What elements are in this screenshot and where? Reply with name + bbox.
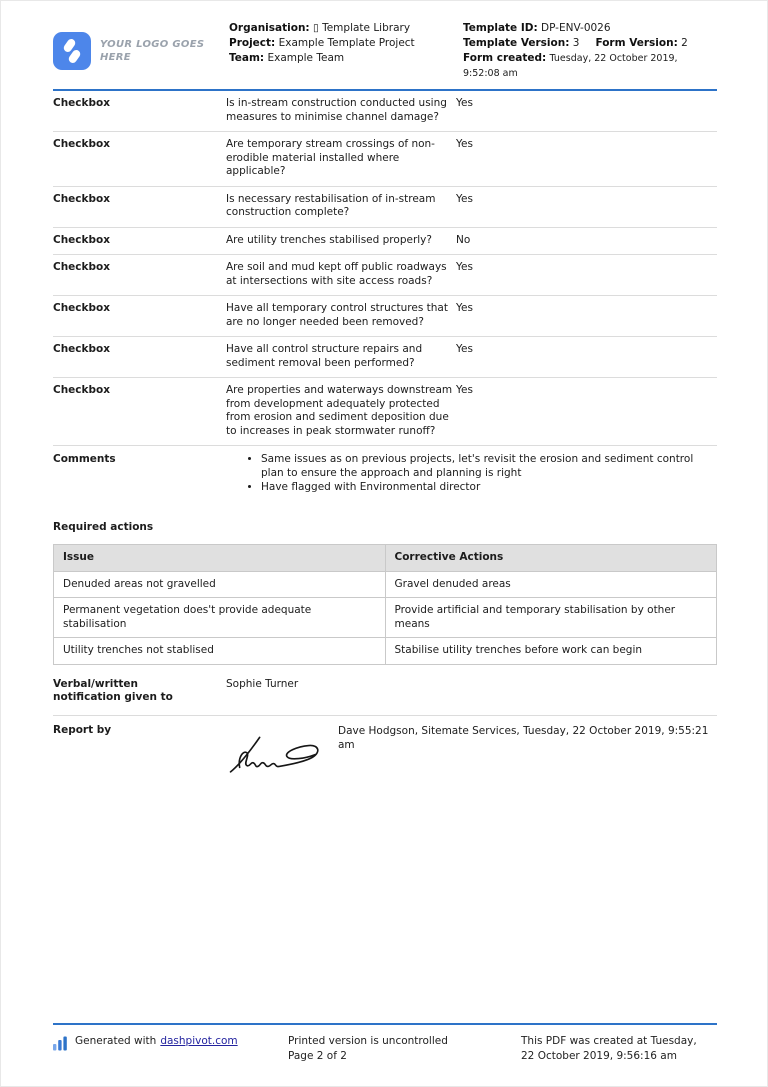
issue-cell: Utility trenches not stablised — [54, 638, 386, 665]
footer-center — [288, 1034, 521, 1063]
bar-chart-icon — [53, 1036, 68, 1051]
template-id-label: Template ID: — [463, 22, 538, 34]
field-type-label: Checkbox — [53, 384, 111, 396]
comment-item: • Have flagged with Environmental director — [261, 481, 717, 495]
company-logo-icon — [53, 32, 91, 70]
logo-placeholder-text: YOUR LOGO GOES HERE — [100, 38, 205, 63]
project-value: Example Template Project — [278, 37, 415, 49]
dashpivot-link[interactable]: dashpivot.com — [160, 1035, 238, 1047]
template-version-label: Template Version: — [463, 37, 570, 49]
question-text: Are properties and waterways downstream from development adequately protected from erosion and sediment deposition due to increases in peak stormwater runoff? — [226, 384, 453, 437]
corrective-action-cell: Provide artificial and temporary stabilisation by other means — [385, 598, 717, 638]
answer-value: Yes — [456, 343, 473, 355]
template-id-line — [463, 21, 717, 36]
form-created-line — [463, 51, 717, 81]
question-text: Are utility trenches stabilised properly? — [226, 233, 432, 246]
required-actions-table — [53, 544, 717, 665]
answer-value: Yes — [456, 192, 473, 205]
field-type-label: Checkbox — [53, 233, 111, 246]
uncontrolled-notice: Printed version is uncontrolled — [288, 1035, 448, 1047]
required-actions-heading: Required actions — [53, 520, 154, 533]
answer-value: Yes — [456, 138, 473, 150]
organisation-value: ▯ Template Library — [312, 22, 411, 34]
field-type-label: Checkbox — [53, 138, 111, 150]
form-version-label: Form Version: — [595, 37, 678, 49]
corrective-action-cell: Gravel denuded areas — [385, 571, 717, 598]
answer-value: Yes — [456, 384, 473, 396]
question-text: Is in-stream construction conducted using measures to minimise channel damage? — [226, 97, 447, 123]
checklist-row — [53, 378, 717, 446]
column-header-issue: Issue — [54, 545, 386, 572]
answer-value: Yes — [456, 302, 473, 314]
question-text: Are temporary stream crossings of non-erodible material installed where applicable? — [226, 138, 435, 177]
answer-value: No — [456, 233, 471, 246]
field-type-label: Checkbox — [53, 97, 111, 109]
report-by-section — [53, 716, 717, 781]
project-label: Project: — [229, 37, 276, 49]
field-type-label: Checkbox — [53, 261, 111, 273]
answer-value: Yes — [456, 261, 473, 273]
generated-with-text — [75, 1034, 238, 1049]
comments-section — [53, 446, 717, 504]
template-id-value: DP-ENV-0026 — [541, 22, 611, 34]
footer — [53, 1023, 717, 1063]
signature-image — [226, 726, 326, 776]
checklist-row — [53, 228, 717, 256]
issue-cell: Permanent vegetation does't provide adequate stabilisation — [54, 598, 386, 638]
checklist — [53, 91, 717, 446]
corrective-action-cell: Stabilise utility trenches before work can begin — [385, 638, 717, 665]
report-by-label: Report by — [53, 723, 112, 736]
organisation-label: Organisation: — [229, 22, 310, 34]
project-line — [229, 36, 463, 51]
form-version-value: 2 — [681, 37, 688, 49]
field-type-label: Checkbox — [53, 302, 111, 314]
footer-generated — [53, 1034, 288, 1051]
template-version-value: 3 — [572, 37, 580, 49]
table-header-row — [54, 545, 717, 572]
form-created-label: Form created: — [463, 52, 547, 64]
form-created-value: Tuesday, 22 October 2019, 9:52:08 am — [463, 53, 678, 79]
team-label: Team: — [229, 52, 265, 64]
team-value: Example Team — [267, 52, 345, 64]
checklist-row — [53, 337, 717, 378]
comments-list — [226, 453, 717, 496]
checklist-row — [53, 132, 717, 187]
column-header-corrective-actions: Corrective Actions — [385, 545, 717, 572]
table-row — [54, 638, 717, 665]
field-type-label: Checkbox — [53, 343, 111, 355]
question-text: Are soil and mud kept off public roadways at intersections with site access roads? — [226, 261, 447, 287]
comment-item: • Same issues as on previous projects, let's revisit the erosion and sediment control plan to ensure the approach and planning is right — [261, 453, 717, 480]
question-text: Have all temporary control structures that are no longer needed been removed? — [226, 302, 448, 328]
pdf-created-text: This PDF was created at Tuesday, 22 October 2019, 9:56:16 am — [521, 1035, 697, 1062]
issue-cell: Denuded areas not gravelled — [54, 571, 386, 598]
checklist-row — [53, 296, 717, 337]
report-by-details: Dave Hodgson, Sitemate Services, Tuesday, 22 October 2019, 9:55:21 am — [338, 724, 709, 751]
comments-label: Comments — [53, 453, 116, 465]
question-text: Have all control structure repairs and sediment removal been performed? — [226, 343, 423, 369]
field-type-label: Checkbox — [53, 192, 111, 205]
notification-section — [53, 678, 717, 716]
question-text: Is necessary restabilisation of in-stream construction complete? — [226, 192, 436, 218]
notification-label — [53, 678, 226, 705]
header — [53, 1, 717, 81]
page-number: Page 2 of 2 — [288, 1049, 347, 1062]
team-line — [229, 51, 463, 66]
logo — [53, 21, 229, 81]
footer-divider — [53, 1023, 717, 1025]
organisation-line — [229, 21, 463, 36]
notification-label-text: Verbal/written notification given to — [53, 677, 173, 703]
generated-prefix: Generated with — [75, 1035, 157, 1047]
header-org-info — [229, 21, 463, 81]
signature — [226, 724, 326, 781]
checklist-row — [53, 91, 717, 132]
header-template-info — [463, 21, 717, 81]
checklist-row — [53, 187, 717, 228]
answer-value: Yes — [456, 97, 473, 109]
checklist-row — [53, 255, 717, 296]
versions-line — [463, 36, 717, 51]
table-row — [54, 598, 717, 638]
table-row — [54, 571, 717, 598]
notification-value: Sophie Turner — [226, 677, 299, 690]
